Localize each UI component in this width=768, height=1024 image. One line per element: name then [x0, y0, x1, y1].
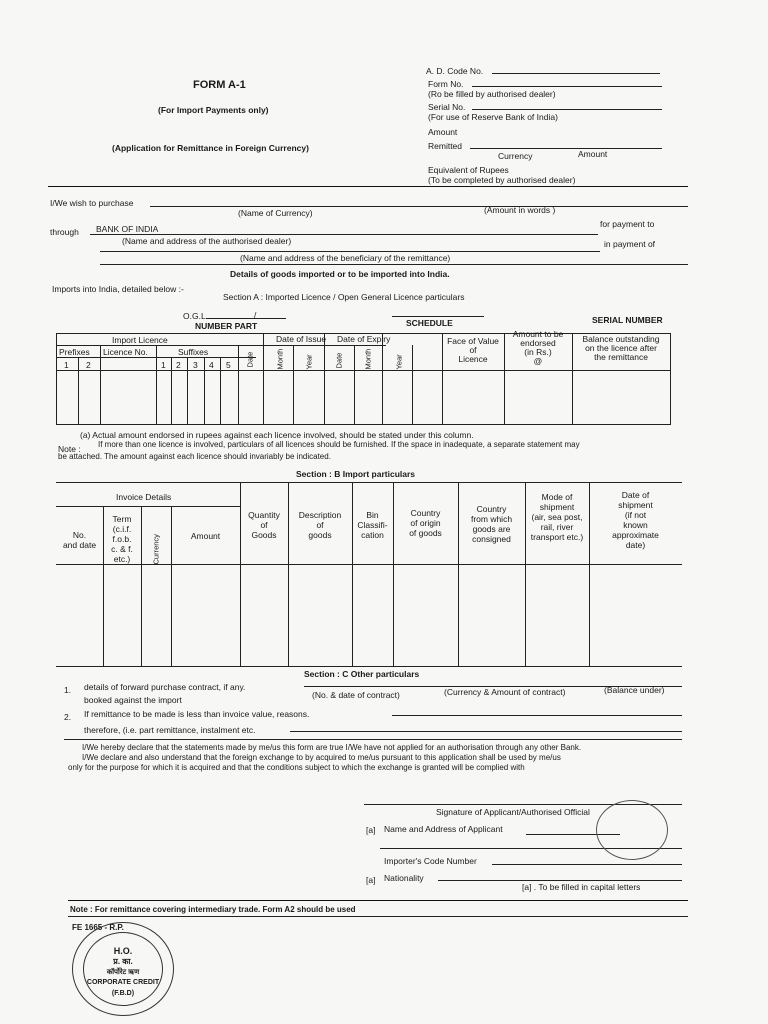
- in-payment-label: in payment of: [604, 239, 656, 249]
- no-date-header: No. and date: [62, 530, 97, 550]
- prefix-1: 1: [64, 360, 69, 370]
- section-a-heading: Section A : Imported Licence / Open General Licence particulars: [223, 292, 465, 302]
- name-currency-note: (Name of Currency): [238, 208, 313, 218]
- item2-number: 2.: [64, 712, 72, 722]
- for-payment-label: for payment to: [600, 219, 655, 229]
- country-consigned-header: Country from which goods are consigned: [470, 504, 513, 544]
- item1-text-b: booked against the import: [84, 695, 182, 705]
- issue-date-label: Date: [245, 351, 255, 368]
- bank-name: BANK OF INDIA: [96, 224, 159, 234]
- issue-month-label: Month: [275, 348, 285, 370]
- ad-code-label: A. D. Code No.: [426, 66, 484, 76]
- ogl-line[interactable]: [206, 318, 286, 319]
- face-value-header: Face of Value of Licence: [447, 336, 499, 364]
- declaration-1: I/We hereby declare that the statements made by me/us this form are true I/We have not applied for an authorisation through any other Bank.: [82, 743, 582, 752]
- importer-code-label: Importer's Code Number: [384, 856, 477, 866]
- application-title: (Application for Remittance in Foreign Currency): [112, 143, 309, 153]
- item1-text-a: details of forward purchase contract, if any.: [84, 682, 246, 692]
- item1-number: 1.: [64, 685, 72, 695]
- number-part-label: NUMBER PART: [195, 321, 258, 331]
- prefix-2: 2: [86, 360, 91, 370]
- dealer-note: (Name and address of the authorised dealer): [122, 236, 292, 246]
- suffix-5: 5: [226, 360, 231, 370]
- invoice-details-label: Invoice Details: [116, 492, 172, 502]
- purchase-line[interactable]: [150, 206, 688, 207]
- import-licence-label: Import Licence: [112, 335, 168, 345]
- beneficiary-note: (Name and address of the beneficiary of the remittance): [240, 253, 451, 263]
- signature-label: Signature of Applicant/Authorised Official: [436, 807, 590, 817]
- importer-code-line[interactable]: [492, 864, 682, 865]
- suffix-2: 2: [176, 360, 181, 370]
- section-c-heading: Section : C Other particulars: [304, 669, 420, 679]
- stamp-line-1: H.O.: [113, 946, 133, 956]
- licence-no-label: Licence No.: [103, 347, 148, 357]
- balance-header: Balance outstanding on the licence after the remittance: [582, 334, 660, 362]
- expiry-month-label: Month: [363, 348, 373, 370]
- schedule-label: SCHEDULE: [406, 318, 453, 328]
- serial-number-label: SERIAL NUMBER: [592, 315, 663, 325]
- equivalent-note: (To be completed by authorised dealer): [428, 175, 576, 185]
- term-header: Term (c.i.f. f.o.b. c. & f. etc.): [111, 514, 133, 564]
- through-line[interactable]: [90, 234, 598, 235]
- mode-header: Mode of shipment (air, sea post, rail, river transport etc.): [530, 492, 584, 542]
- stamp-line-4: CORPORATE CREDIT: [86, 979, 160, 986]
- equivalent-label: Equivalent of Rupees: [428, 165, 509, 175]
- currency-label: Currency: [498, 151, 533, 161]
- remitted-line[interactable]: [470, 148, 662, 149]
- serial-no-note: (For use of Reserve Bank of India): [428, 112, 558, 122]
- form-no-note: (Ro be filled by authorised dealer): [428, 89, 556, 99]
- nationality-line[interactable]: [438, 880, 682, 881]
- suffix-1: 1: [161, 360, 166, 370]
- date-shipment-header: Date of shipment (if not known approximate date): [612, 490, 659, 550]
- footer-note: Note : For remittance covering intermediary trade. Form A2 should be used: [70, 905, 356, 914]
- item2-text-a: If remittance to be made is less than invoice value, reasons.: [84, 709, 310, 719]
- a1-label: [a]: [366, 825, 376, 835]
- fe-number: FE 1665 - R.P.: [72, 923, 124, 932]
- balance-under-note: (Balance under): [604, 685, 665, 695]
- suffix-4: 4: [209, 360, 214, 370]
- date-issue-label: Date of Issue: [276, 334, 327, 344]
- wish-label: I/We wish to purchase: [50, 198, 134, 208]
- quantity-header: Quantity of Goods: [248, 510, 280, 540]
- serial-no-label: Serial No.: [428, 102, 466, 112]
- currency-amount-note: (Currency & Amount of contract): [444, 687, 566, 697]
- remitted-label: Remitted: [428, 141, 463, 151]
- ogl-slash: /: [254, 310, 257, 320]
- reasons-line-2[interactable]: [290, 731, 682, 732]
- amount-endorsed-header: Amount to be endorsed (in Rs.) @: [512, 329, 564, 366]
- amount-header: Amount: [190, 531, 221, 541]
- issue-year-label: Year: [304, 354, 314, 370]
- amount-label: Amount: [428, 127, 458, 137]
- section-b-heading: Section : B Import particulars: [296, 469, 416, 479]
- description-header: Description of goods: [298, 510, 342, 540]
- item2-text-b: therefore, (i.e. part remittance, instalment etc.: [84, 725, 256, 735]
- form-no-label: Form No.: [428, 79, 464, 89]
- ad-code-line[interactable]: [492, 73, 660, 74]
- expiry-year-label: Year: [394, 354, 404, 370]
- import-table: [56, 482, 682, 667]
- licence-table: [56, 329, 670, 425]
- serial-no-line[interactable]: [472, 109, 662, 110]
- declaration-3: only for the purpose for which it is acquired and that the conditions subject to which the exchange is granted will be complied with: [68, 763, 525, 772]
- suffixes-label: Suffixes: [178, 347, 209, 357]
- details-heading: Details of goods imported or to be imported into India.: [230, 269, 450, 279]
- capital-letters-note: [a] . To be filled in capital letters: [522, 882, 641, 892]
- prefixes-label: Prefixes: [59, 347, 90, 357]
- note-text-1: If more than one licence is involved, particulars of all licences should be furnished. If the space in inadequate, a separate statement may: [98, 440, 580, 449]
- note-a: (a) Actual amount endorsed in rupees against each licence involved, should be stated under this column.: [80, 430, 474, 440]
- stamp-line-3: कॉर्पोरेट ऋण: [106, 969, 140, 976]
- header-divider: [48, 186, 688, 187]
- form-subtitle: (For Import Payments only): [158, 105, 269, 115]
- footer-divider-bottom: [68, 916, 688, 917]
- expiry-date-label: Date: [334, 352, 344, 369]
- note-label: Note :: [58, 444, 81, 454]
- suffix-3: 3: [193, 360, 198, 370]
- name-address-label: Name and Address of Applicant: [384, 824, 503, 834]
- declaration-2: I/We declare and also understand that the foreign exchange to by acquired to me/us pursuant to this application shall be used by me/us: [82, 753, 561, 762]
- beneficiary-line[interactable]: [100, 264, 688, 265]
- date-expiry-label: Date of Expiry: [337, 334, 391, 344]
- reasons-line[interactable]: [392, 715, 682, 716]
- official-stamp: [596, 800, 668, 860]
- a2-label: [a]: [366, 875, 376, 885]
- amount2-label: Amount: [578, 149, 608, 159]
- currency-header: Currency: [151, 534, 161, 565]
- bank-stamp: [72, 922, 174, 1016]
- stamp-line-2: प्र. का.: [113, 957, 133, 966]
- amount-words-note: (Amount in words ): [484, 205, 556, 215]
- imports-into-label: Imports into India, detailed below :-: [52, 284, 184, 294]
- form-title: FORM A-1: [193, 79, 246, 91]
- contract-no-note: (No. & date of contract): [312, 690, 400, 700]
- payment-line[interactable]: [100, 251, 600, 252]
- through-label: through: [50, 227, 79, 237]
- section-c-divider: [64, 739, 682, 740]
- country-origin-header: Country of origin of goods: [409, 508, 442, 538]
- note-text-2: be attached. The amount against each licence should invariably be indicated.: [58, 452, 331, 461]
- form-no-line[interactable]: [472, 86, 662, 87]
- footer-divider-top: [68, 900, 688, 901]
- bin-header: Bin Classifi- cation: [357, 510, 388, 540]
- schedule-line[interactable]: [392, 316, 484, 317]
- stamp-line-5: (F.B.D): [111, 990, 135, 997]
- nationality-label: Nationality: [384, 873, 424, 883]
- ogl-label: O.G.L.: [183, 311, 209, 321]
